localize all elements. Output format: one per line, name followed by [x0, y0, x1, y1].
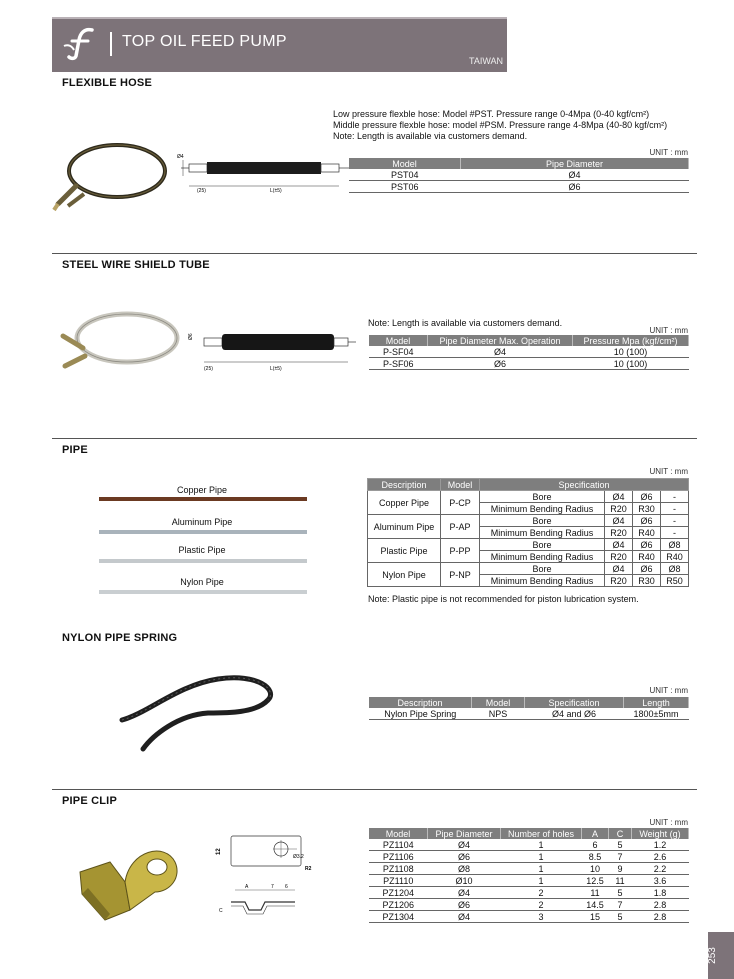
- unit-label: UNIT : mm: [649, 686, 688, 695]
- table-header: Number of holes: [501, 828, 582, 839]
- flexible-hose-notes: [333, 109, 713, 142]
- copper-pipe-label: Copper Pipe: [176, 485, 228, 495]
- flexible-hose-diagram: [175, 148, 355, 198]
- steel-wire-table: [369, 335, 689, 370]
- table-cell: Ø6: [633, 491, 661, 503]
- table-cell: R40: [633, 551, 661, 563]
- table-cell: P-NP: [441, 563, 480, 587]
- table-header: Model: [441, 479, 480, 491]
- table-cell: 10: [582, 863, 609, 875]
- table-cell: 7: [609, 899, 632, 911]
- table-cell: Bore: [480, 539, 605, 551]
- table-row: [369, 863, 689, 875]
- table-row: [369, 358, 689, 370]
- table-cell: Ø6: [633, 539, 661, 551]
- table-cell: 10 (100): [573, 358, 689, 370]
- table-cell: Nylon Pipe: [368, 563, 441, 587]
- table-cell: Minimum Bending Radius: [480, 551, 605, 563]
- table-header: Pressure Mpa (kgf/cm²): [573, 335, 689, 346]
- table-cell: Ø4: [605, 491, 633, 503]
- table-row: [369, 911, 689, 923]
- table-cell: 10 (100): [573, 346, 689, 358]
- table-cell: P-SF04: [369, 346, 428, 358]
- table-cell: PZ1110: [369, 875, 428, 887]
- aluminum-pipe-label: Aluminum Pipe: [171, 517, 233, 527]
- table-header: C: [609, 828, 632, 839]
- table-header: Specification: [525, 697, 624, 708]
- table-cell: 2: [501, 887, 582, 899]
- table-cell: Ø4: [428, 911, 501, 923]
- table-header: Model: [349, 158, 461, 169]
- table-cell: 1.2: [632, 839, 689, 851]
- table-cell: 1: [501, 851, 582, 863]
- table-cell: Ø4: [461, 169, 689, 181]
- plastic-pipe-label: Plastic Pipe: [178, 545, 226, 555]
- table-row: [369, 839, 689, 851]
- table-cell: 12.5: [582, 875, 609, 887]
- table-row: [349, 181, 689, 193]
- table-cell: -: [661, 491, 689, 503]
- steel-wire-tube-diagram: [190, 322, 360, 374]
- table-cell: 1: [501, 875, 582, 887]
- section-title-nylon-pipe-spring: NYLON PIPE SPRING: [62, 632, 178, 644]
- table-row: [369, 851, 689, 863]
- unit-label: UNIT : mm: [649, 326, 688, 335]
- table-cell: 2: [501, 899, 582, 911]
- table-cell: P-SF06: [369, 358, 428, 370]
- table-cell: P-PP: [441, 539, 480, 563]
- nylon-pipe-spring-photo: [118, 665, 283, 755]
- table-cell: PZ1108: [369, 863, 428, 875]
- table-cell: PZ1304: [369, 911, 428, 923]
- aluminum-pipe-swatch: [99, 530, 307, 534]
- unit-label: UNIT : mm: [649, 148, 688, 157]
- table-cell: PZ1204: [369, 887, 428, 899]
- table-header: A: [582, 828, 609, 839]
- page-title: TOP OIL FEED PUMP: [122, 33, 287, 50]
- flexible-hose-table: [349, 158, 689, 193]
- table-cell: Ø8: [428, 863, 501, 875]
- table-cell: PZ1104: [369, 839, 428, 851]
- table-header: Pipe Diameter Max. Operation: [428, 335, 573, 346]
- table-cell: Nylon Pipe Spring: [369, 708, 472, 720]
- table-cell: 1: [501, 863, 582, 875]
- note-line: Low pressure flexble hose: Model #PST. Pressure range 0-4Mpa (0-40 kgf/cm²): [333, 109, 650, 119]
- table-cell: Ø4: [428, 839, 501, 851]
- table-cell: R40: [633, 527, 661, 539]
- section-title-flexible-hose: FLEXIBLE HOSE: [62, 77, 152, 89]
- dim-label-radius: R2: [305, 866, 312, 872]
- table-cell: -: [661, 503, 689, 515]
- section-rule: [52, 253, 697, 254]
- dim-label-diameter: Ø6: [188, 333, 194, 340]
- table-cell: 6: [582, 839, 609, 851]
- table-cell: 7: [609, 851, 632, 863]
- table-cell: NPS: [472, 708, 525, 720]
- unit-label: UNIT : mm: [649, 818, 688, 827]
- table-row: [369, 346, 689, 358]
- table-cell: Ø4 and Ø6: [525, 708, 624, 720]
- table-cell: Ø6: [428, 358, 573, 370]
- table-cell: Minimum Bending Radius: [480, 575, 605, 587]
- table-cell: Ø10: [428, 875, 501, 887]
- table-row: [368, 515, 689, 527]
- table-cell: 3: [501, 911, 582, 923]
- table-header: Description: [369, 697, 472, 708]
- pipe-clip-diagram: [205, 832, 325, 924]
- table-cell: Aluminum Pipe: [368, 515, 441, 539]
- table-row: [369, 875, 689, 887]
- dim-label-a: A: [245, 884, 249, 890]
- table-header: Length: [624, 697, 689, 708]
- table-cell: R30: [633, 503, 661, 515]
- dim-label-25: (25): [204, 366, 213, 372]
- table-cell: 2.6: [632, 851, 689, 863]
- table-cell: P-CP: [441, 491, 480, 515]
- dim-label-length: L(±5): [270, 366, 282, 372]
- table-cell: R50: [661, 575, 689, 587]
- table-row: [369, 899, 689, 911]
- table-row: [368, 539, 689, 551]
- table-cell: Ø6: [428, 851, 501, 863]
- note-line: Middle pressure flexble hose: model #PSM. Pressure range 4-8Mpa (40-80 kgf/cm²): [333, 120, 668, 130]
- table-cell: PST06: [349, 181, 461, 193]
- table-header: Model: [472, 697, 525, 708]
- table-cell: P-AP: [441, 515, 480, 539]
- table-cell: Ø4: [605, 539, 633, 551]
- table-cell: Ø6: [461, 181, 689, 193]
- section-rule: [52, 789, 697, 790]
- copper-pipe-swatch: [99, 497, 307, 501]
- pipe-spec-table: [367, 478, 689, 587]
- table-row: [368, 563, 689, 575]
- table-cell: -: [661, 515, 689, 527]
- table-cell: 1: [501, 839, 582, 851]
- table-header: Pipe Diameter: [428, 828, 501, 839]
- table-header: Specification: [480, 479, 689, 491]
- dim-label-c: C: [219, 908, 223, 914]
- table-row: [369, 708, 689, 720]
- table-cell: 8.5: [582, 851, 609, 863]
- table-cell: Copper Pipe: [368, 491, 441, 515]
- table-cell: Minimum Bending Radius: [480, 527, 605, 539]
- section-title-steel-wire-shield-tube: STEEL WIRE SHIELD TUBE: [62, 259, 210, 271]
- dim-label-25: (25): [197, 188, 206, 194]
- table-cell: Ø4: [428, 887, 501, 899]
- table-row: [368, 491, 689, 503]
- nylon-pipe-swatch: [99, 590, 307, 594]
- table-cell: 11: [609, 875, 632, 887]
- dim-label-diameter: Ø4: [177, 154, 184, 160]
- unit-label: UNIT : mm: [649, 467, 688, 476]
- table-cell: 3.6: [632, 875, 689, 887]
- table-cell: 5: [609, 911, 632, 923]
- table-cell: Ø6: [633, 515, 661, 527]
- table-header: Pipe Diameter: [461, 158, 689, 169]
- pipe-clip-photo: [70, 832, 185, 922]
- section-rule: [52, 438, 697, 439]
- flexible-hose-photo: [52, 136, 170, 216]
- table-cell: -: [661, 527, 689, 539]
- steel-wire-tube-photo: [55, 306, 183, 380]
- nylon-spring-table: [369, 697, 689, 720]
- table-cell: Ø4: [428, 346, 573, 358]
- table-cell: Ø8: [661, 539, 689, 551]
- table-cell: 5: [609, 887, 632, 899]
- table-row: [349, 169, 689, 181]
- table-row: [369, 887, 689, 899]
- table-cell: Minimum Bending Radius: [480, 503, 605, 515]
- dim-label-7: 7: [271, 884, 274, 890]
- section-title-pipe: PIPE: [62, 444, 88, 456]
- table-cell: 1800±5mm: [624, 708, 689, 720]
- steel-wire-note: Note: Length is available via customers demand.: [368, 318, 563, 328]
- table-cell: Ø4: [605, 515, 633, 527]
- table-cell: 2.2: [632, 863, 689, 875]
- table-cell: R20: [605, 551, 633, 563]
- plastic-pipe-swatch: [99, 559, 307, 563]
- table-header: Weight (g): [632, 828, 689, 839]
- header-divider: [110, 32, 112, 56]
- dim-label-height: 12: [216, 848, 222, 855]
- table-cell: Bore: [480, 563, 605, 575]
- table-cell: 5: [609, 839, 632, 851]
- table-cell: R20: [605, 575, 633, 587]
- nylon-pipe-label: Nylon Pipe: [180, 577, 224, 587]
- table-cell: PZ1106: [369, 851, 428, 863]
- table-cell: PST04: [349, 169, 461, 181]
- table-cell: Ø8: [661, 563, 689, 575]
- table-cell: 14.5: [582, 899, 609, 911]
- section-title-pipe-clip: PIPE CLIP: [62, 795, 117, 807]
- table-cell: R20: [605, 503, 633, 515]
- dim-label-6: 6: [285, 884, 288, 890]
- brand-logo-icon: [62, 26, 104, 60]
- table-cell: 15: [582, 911, 609, 923]
- header-rule: [52, 71, 507, 72]
- table-cell: 11: [582, 887, 609, 899]
- table-header: Description: [368, 479, 441, 491]
- dim-label-length: L(±5): [270, 188, 282, 194]
- table-cell: 2.8: [632, 911, 689, 923]
- table-cell: 2.8: [632, 899, 689, 911]
- table-cell: PZ1206: [369, 899, 428, 911]
- table-cell: 1.8: [632, 887, 689, 899]
- table-cell: Bore: [480, 491, 605, 503]
- table-cell: R20: [605, 527, 633, 539]
- table-header: Model: [369, 828, 428, 839]
- table-cell: Ø6: [428, 899, 501, 911]
- note-line: Note: Length is available via customers demand.: [333, 131, 528, 141]
- table-cell: Plastic Pipe: [368, 539, 441, 563]
- dim-label-hole: Ø3.2: [293, 854, 304, 860]
- table-cell: R40: [661, 551, 689, 563]
- page-number: 253: [706, 947, 718, 964]
- table-cell: R30: [633, 575, 661, 587]
- pipe-clip-table: [369, 828, 689, 923]
- table-header: Model: [369, 335, 428, 346]
- pipe-note: Note: Plastic pipe is not recommended for piston lubrication system.: [368, 594, 639, 604]
- table-cell: Ø6: [633, 563, 661, 575]
- table-cell: Bore: [480, 515, 605, 527]
- table-cell: 9: [609, 863, 632, 875]
- table-cell: Ø4: [605, 563, 633, 575]
- pipe-clip-rows: [369, 839, 689, 923]
- region-label: TAIWAN: [469, 56, 503, 66]
